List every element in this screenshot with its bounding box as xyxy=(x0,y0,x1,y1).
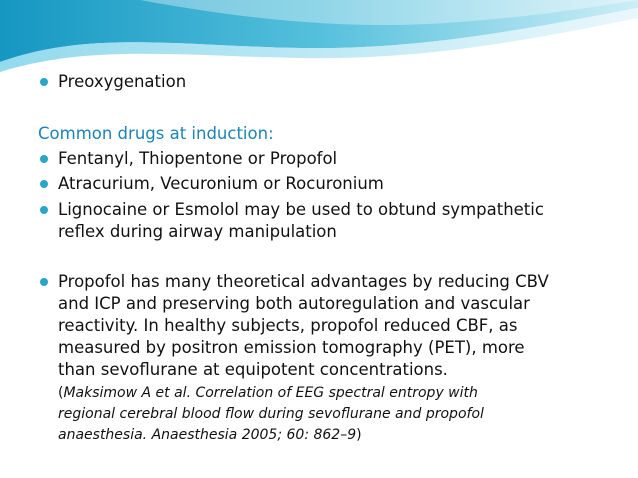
bullet-dot xyxy=(40,278,48,286)
citation-text-3: anaesthesia. Anaesthesia 2005; 60: 862–9 xyxy=(58,427,357,443)
bullet-lignocaine-line-2: reflex during airway manipulation xyxy=(58,222,337,241)
citation-close-paren: ) xyxy=(356,427,362,443)
bullet-lignocaine-line-1: Lignocaine or Esmolol may be used to obtund sympathetic xyxy=(58,200,544,219)
bullet-preoxygenation: Preoxygenation xyxy=(58,72,187,91)
citation-line-1 xyxy=(58,383,478,403)
induction-drugs-heading: Common drugs at induction: xyxy=(38,124,274,143)
citation-text-1: Maksimow A et al. Correlation of EEG spectral entropy with xyxy=(63,385,478,401)
bullet-atracurium: Atracurium, Vecuronium or Rocuronium xyxy=(58,174,384,193)
citation-line-3 xyxy=(58,425,362,445)
bullet-dot xyxy=(40,206,48,214)
bullet-dot xyxy=(40,155,48,163)
bullet-propofol-line-4: measured by positron emission tomography (PET), more xyxy=(58,338,525,357)
citation-open-paren: ( xyxy=(58,385,64,401)
bullet-propofol-line-2: and ICP and preserving both autoregulation and vascular xyxy=(58,294,530,313)
bullet-propofol-line-1: Propofol has many theoretical advantages by reducing CBV xyxy=(58,272,549,291)
bullet-dot xyxy=(40,180,48,188)
bullet-dot xyxy=(40,78,48,86)
bullet-fentanyl: Fentanyl, Thiopentone or Propofol xyxy=(58,149,338,168)
bullet-propofol-line-5: than sevoflurane at equipotent concentrations. xyxy=(58,360,448,379)
bullet-propofol-line-3: reactivity. In healthy subjects, propofol reduced CBF, as xyxy=(58,316,518,335)
citation-line-2: regional cerebral blood flow during sevoflurane and propofol xyxy=(58,406,484,422)
